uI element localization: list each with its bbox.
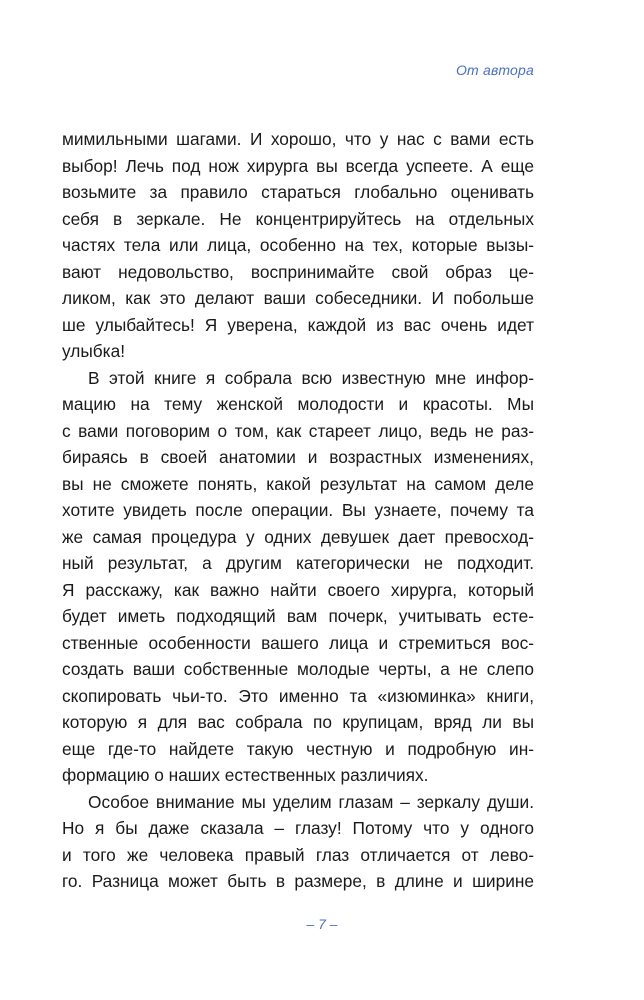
text-line: ственные особенности вашего лица и стремиться вос-	[62, 632, 534, 653]
text-line: Особое внимание мы уделим глазам – зеркалу души.	[88, 791, 534, 812]
text-line: вы не сможете понять, какой результат на самом деле	[62, 473, 534, 494]
text-line: будет иметь подходящий вам почерк, учитывать есте-	[62, 606, 534, 626]
paragraph-3	[62, 789, 534, 895]
page-number: – 7 –	[306, 916, 338, 932]
text-line: себя в зеркале. Не концентрируйтесь на отдельных	[62, 208, 534, 229]
text-line: выбор! Лечь под нож хирурга вы всегда успеете. А еще	[62, 155, 534, 176]
text-line: В этой книге я собрала всю известную мне инфор-	[88, 367, 534, 388]
text-line: Но я бы даже сказала – глазу! Потому что у одного	[62, 818, 534, 838]
text-line: мацию на тему женской молодости и красоты. Мы	[62, 394, 534, 414]
text-line: вают недовольство, воспринимайте свой образ це-	[62, 261, 534, 282]
text-line: хотите увидеть после операции. Вы узнаете, почему та	[62, 500, 534, 520]
text-line: возьмите за правило стараться глобально оценивать	[62, 182, 534, 202]
text-line: частях тела или лица, особенно на тех, которые вызы-	[62, 235, 534, 255]
text-line: которую я для вас собрала по крупицам, вряд ли вы	[62, 712, 534, 732]
text-line: с вами поговорим о том, как стареет лицо, ведь не раз-	[62, 420, 534, 441]
text-line: и того же человека правый глаз отличается от лево-	[62, 844, 534, 865]
text-line: же самая процедура у одних девушек дает превосход-	[62, 526, 534, 547]
running-head: От автора	[455, 62, 534, 78]
text-line: ный результат, а другим категорически не подходит.	[62, 553, 534, 573]
text-line: улыбка!	[62, 341, 126, 361]
text-line: мимильными шагами. И хорошо, что у нас с вами есть	[62, 129, 534, 149]
text-line: ликом, как это делают ваши собеседники. И побольше	[62, 288, 534, 308]
text-line: Я расскажу, как важно найти своего хирурга, который	[62, 579, 534, 600]
paragraph-1	[62, 126, 534, 365]
text-line: формацию о наших естественных различиях.	[62, 765, 429, 785]
text-line: создать ваши собственные молодые черты, а не слепо	[62, 659, 534, 679]
text-line: бираясь в своей анатомии и возрастных изменениях,	[62, 447, 534, 467]
text-line: еще где-то найдете такую честную и подробную ин-	[62, 738, 534, 759]
text-line: го. Разница может быть в размере, в длине и ширине	[62, 871, 534, 891]
paragraph-2	[62, 365, 534, 789]
text-line: ше улыбайтесь! Я уверена, каждой из вас очень идет	[62, 314, 534, 335]
body-text	[62, 126, 534, 895]
text-line: скопировать чьи-то. Это именно та «изюминка» книги,	[62, 685, 534, 706]
